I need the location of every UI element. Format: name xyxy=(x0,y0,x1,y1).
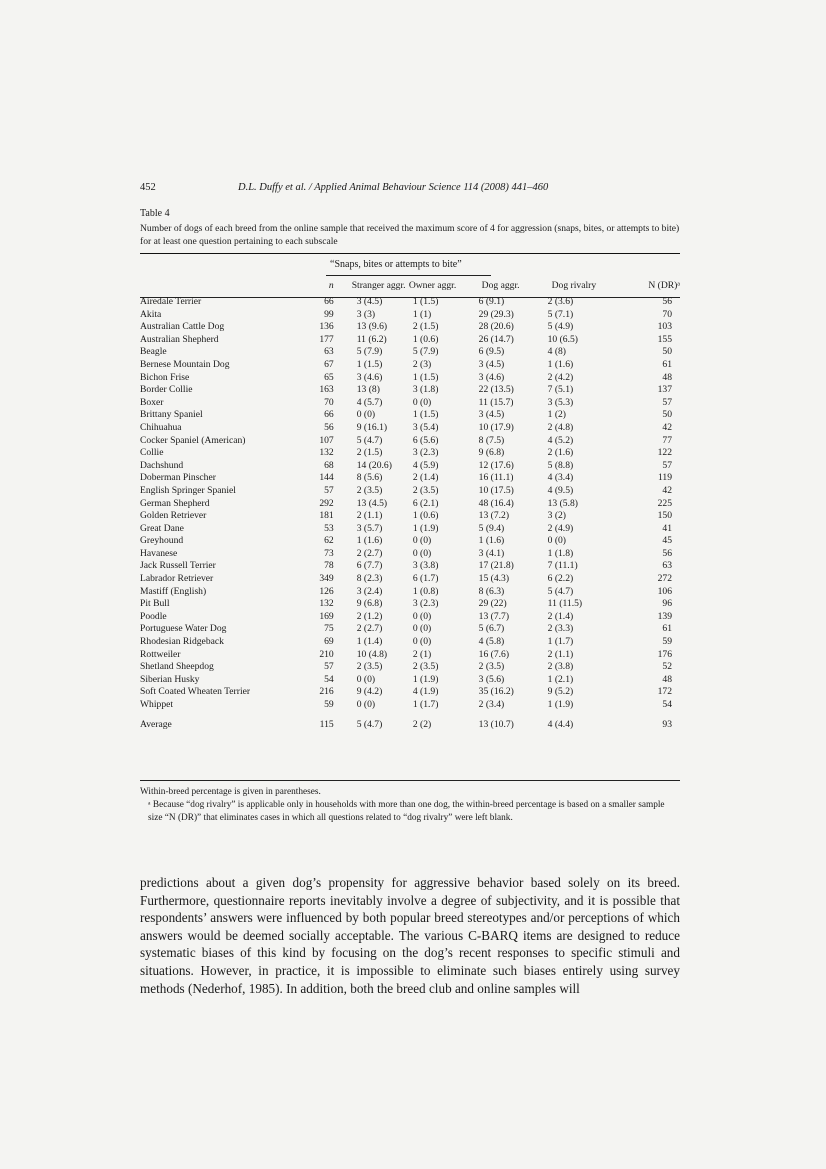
n-dr-cell: 119 xyxy=(657,472,672,484)
stranger-aggr-cell: 14 (20.6) xyxy=(356,459,392,471)
dog-rivalry-cell: 1 (1.6) xyxy=(547,358,574,370)
table-row xyxy=(140,686,680,699)
breed-n-cell: 63 xyxy=(324,346,334,358)
stranger-aggr-cell: 1 (1.4) xyxy=(356,636,383,648)
breed-name-cell: Australian Shepherd xyxy=(140,333,219,345)
stranger-aggr-cell: 0 (0) xyxy=(356,699,376,710)
breed-n-cell: 57 xyxy=(324,484,334,496)
n-dr-cell: 57 xyxy=(662,459,672,471)
owner-aggr-cell: 4 (1.9) xyxy=(412,686,439,698)
dog-rivalry-cell: 13 (5.8) xyxy=(547,497,578,509)
owner-aggr-cell: 1 (1) xyxy=(412,308,432,320)
owner-aggr-cell: 0 (0) xyxy=(412,610,432,622)
breed-n-cell: 99 xyxy=(324,308,334,320)
breed-n-cell: 66 xyxy=(324,409,334,421)
group-header-rule xyxy=(326,275,491,276)
owner-aggr-cell: 4 (5.9) xyxy=(412,459,439,471)
owner-aggr-cell: 0 (0) xyxy=(412,623,432,635)
stranger-aggr-cell: 5 (4.7) xyxy=(356,718,383,730)
owner-aggr-cell: 1 (0.6) xyxy=(412,510,439,522)
breed-aggression-table xyxy=(140,277,680,731)
dog-aggr-cell: 48 (16.4) xyxy=(478,497,514,509)
stranger-aggr-cell: 9 (16.1) xyxy=(356,421,388,433)
breed-name-cell: Great Dane xyxy=(140,522,184,534)
stranger-aggr-cell: 11 (6.2) xyxy=(356,333,387,345)
breed-n-cell: 57 xyxy=(324,661,334,673)
dog-aggr-cell: 26 (14.7) xyxy=(478,333,514,345)
breed-n-cell: 73 xyxy=(324,547,334,559)
dog-rivalry-cell: 7 (11.1) xyxy=(547,560,578,572)
dog-aggr-cell: 28 (20.6) xyxy=(478,321,514,333)
n-dr-cell: 77 xyxy=(662,434,672,446)
dog-rivalry-cell: 5 (7.1) xyxy=(547,308,574,320)
dog-rivalry-cell: 10 (6.5) xyxy=(547,333,578,345)
running-head xyxy=(140,182,680,193)
breed-name-cell: Beagle xyxy=(140,346,167,358)
dog-rivalry-cell: 2 (1.1) xyxy=(547,648,574,660)
header-stranger-aggr: Stranger aggr. xyxy=(351,280,406,292)
owner-aggr-cell: 2 (1) xyxy=(412,648,432,660)
n-dr-cell: 137 xyxy=(657,384,672,396)
dog-aggr-cell: 5 (6.7) xyxy=(478,623,505,635)
breed-name-cell: Border Collie xyxy=(140,384,193,396)
n-dr-cell: 172 xyxy=(657,686,672,698)
breed-n-cell: 70 xyxy=(324,396,334,408)
table-notes xyxy=(140,786,680,825)
stranger-aggr-cell: 6 (7.7) xyxy=(356,560,383,572)
page-number: 452 xyxy=(140,182,156,193)
n-dr-cell: 50 xyxy=(662,409,672,421)
breed-name-cell: Pit Bull xyxy=(140,598,170,610)
breed-name-cell: Shetland Sheepdog xyxy=(140,661,214,673)
stranger-aggr-cell: 5 (7.9) xyxy=(356,346,383,358)
breed-name-cell: Dachshund xyxy=(140,459,184,471)
breed-n-cell: 75 xyxy=(324,623,334,635)
breed-name-cell: Chihuahua xyxy=(140,421,182,433)
breed-n-cell: 126 xyxy=(319,585,334,597)
n-dr-cell: 103 xyxy=(657,321,672,333)
breed-name-cell: Siberian Husky xyxy=(140,673,200,685)
n-dr-cell: 61 xyxy=(662,358,672,370)
owner-aggr-cell: 3 (1.8) xyxy=(412,384,439,396)
owner-aggr-cell: 2 (3.5) xyxy=(412,484,439,496)
stranger-aggr-cell: 9 (4.2) xyxy=(356,686,383,698)
dog-rivalry-cell: 1 (1.9) xyxy=(547,699,574,710)
breed-n-cell: 181 xyxy=(319,510,334,522)
stranger-aggr-cell: 5 (4.7) xyxy=(356,434,383,446)
table-row xyxy=(140,573,680,586)
dog-rivalry-cell: 2 (3.6) xyxy=(547,296,574,307)
breed-n-cell: 136 xyxy=(319,321,334,333)
breed-n-cell: 53 xyxy=(324,522,334,534)
owner-aggr-cell: 1 (0.6) xyxy=(412,333,439,345)
n-dr-cell: 59 xyxy=(662,636,672,648)
table-row xyxy=(140,611,680,624)
owner-aggr-cell: 6 (2.1) xyxy=(412,497,439,509)
owner-aggr-cell: 5 (7.9) xyxy=(412,346,439,358)
dog-aggr-cell: 8 (7.5) xyxy=(478,434,505,446)
dog-rivalry-cell: 3 (2) xyxy=(547,510,567,522)
dog-aggr-cell: 10 (17.9) xyxy=(478,421,514,433)
breed-n-cell: 349 xyxy=(319,573,334,585)
table-row xyxy=(140,636,680,649)
breed-n-cell: 132 xyxy=(319,598,334,610)
n-dr-cell: 70 xyxy=(662,308,672,320)
owner-aggr-cell: 1 (1.5) xyxy=(412,296,439,307)
owner-aggr-cell: 3 (5.4) xyxy=(412,421,439,433)
n-dr-cell: 93 xyxy=(662,718,672,730)
table-row xyxy=(140,510,680,523)
dog-aggr-cell: 6 (9.1) xyxy=(478,296,505,307)
owner-aggr-cell: 1 (1.5) xyxy=(412,371,439,383)
n-dr-cell: 42 xyxy=(662,421,672,433)
dog-rivalry-cell: 0 (0) xyxy=(547,535,567,547)
stranger-aggr-cell: 3 (4.5) xyxy=(356,296,383,307)
table-row xyxy=(140,409,680,422)
dog-rivalry-cell: 6 (2.2) xyxy=(547,573,574,585)
breed-name-cell: Collie xyxy=(140,447,164,459)
breed-n-cell: 65 xyxy=(324,371,334,383)
dog-rivalry-cell: 5 (4.7) xyxy=(547,585,574,597)
table-row xyxy=(140,548,680,561)
dog-aggr-cell: 3 (4.5) xyxy=(478,358,505,370)
owner-aggr-cell: 1 (1.5) xyxy=(412,409,439,421)
dog-aggr-cell: 1 (1.6) xyxy=(478,535,505,547)
breed-name-cell: Soft Coated Wheaten Terrier xyxy=(140,686,251,698)
stranger-aggr-cell: 2 (2.7) xyxy=(356,547,383,559)
breed-n-cell: 216 xyxy=(319,686,334,698)
dog-aggr-cell: 6 (9.5) xyxy=(478,346,505,358)
table-row xyxy=(140,359,680,372)
n-dr-cell: 225 xyxy=(657,497,672,509)
table-label: Table 4 xyxy=(140,208,170,219)
header-dog-rivalry: Dog rivalry xyxy=(551,280,597,292)
table-row xyxy=(140,472,680,485)
table-row xyxy=(140,598,680,611)
dog-aggr-cell: 3 (5.6) xyxy=(478,673,505,685)
dog-aggr-cell: 17 (21.8) xyxy=(478,560,514,572)
dog-aggr-cell: 29 (22) xyxy=(478,598,507,610)
breed-name-cell: Australian Cattle Dog xyxy=(140,321,225,333)
n-dr-cell: 122 xyxy=(657,447,672,459)
table-note: Within-breed percentage is given in parentheses. xyxy=(140,787,321,797)
dog-aggr-cell: 16 (7.6) xyxy=(478,648,510,660)
breed-name-cell: Average xyxy=(140,718,172,730)
owner-aggr-cell: 6 (1.7) xyxy=(412,573,439,585)
table-row xyxy=(140,321,680,334)
dog-rivalry-cell: 9 (5.2) xyxy=(547,686,574,698)
header-dog-aggr: Dog aggr. xyxy=(481,280,520,292)
header-n-dr: N (DR)ᵃ xyxy=(648,280,680,292)
owner-aggr-cell: 1 (0.8) xyxy=(412,585,439,597)
n-dr-cell: 155 xyxy=(657,333,672,345)
stranger-aggr-cell: 9 (6.8) xyxy=(356,598,383,610)
n-dr-cell: 54 xyxy=(662,699,672,710)
stranger-aggr-cell: 3 (2.4) xyxy=(356,585,383,597)
breed-n-cell: 66 xyxy=(324,296,334,307)
n-dr-cell: 139 xyxy=(657,610,672,622)
breed-name-cell: Poodle xyxy=(140,610,167,622)
table-spacer xyxy=(140,712,680,719)
dog-rivalry-cell: 5 (4.9) xyxy=(547,321,574,333)
dog-rivalry-cell: 1 (2) xyxy=(547,409,567,421)
table-row xyxy=(140,384,680,397)
n-dr-cell: 106 xyxy=(657,585,672,597)
breed-name-cell: Bichon Frise xyxy=(140,371,190,383)
breed-n-cell: 107 xyxy=(319,434,334,446)
dog-rivalry-cell: 5 (8.8) xyxy=(547,459,574,471)
n-dr-cell: 52 xyxy=(662,661,672,673)
n-dr-cell: 48 xyxy=(662,673,672,685)
breed-name-cell: Airedale Terrier xyxy=(140,296,202,307)
stranger-aggr-cell: 0 (0) xyxy=(356,673,376,685)
breed-name-cell: Brittany Spaniel xyxy=(140,409,203,421)
table-caption: Number of dogs of each breed from the online sample that received the maximum score of 4 for aggression (snaps, bites, or attempts to bite) for at least one question pertaining to each subscale xyxy=(140,223,680,247)
breed-n-cell: 62 xyxy=(324,535,334,547)
body-text: predictions about a given dog’s propensity for aggressive behavior based solely on its breed. Furthermore, questionnaire reports inevitably involve a degree of subjectivity, and it is possible that respondents’ answers were influenced by both popular breed stereotypes and/or perceptions of which answers would be deemed socially acceptable. The various C-BARQ items are designed to reduce systematic biases of this kind by focusing on the dog’s recent responses to specific stimuli and situations. However, in practice, it is impossible to eliminate such biases entirely using survey methods (Nederhof, 1985). In addition, both the breed club and online samples will xyxy=(140,875,680,996)
owner-aggr-cell: 0 (0) xyxy=(412,535,432,547)
breed-n-cell: 78 xyxy=(324,560,334,572)
stranger-aggr-cell: 13 (4.5) xyxy=(356,497,388,509)
stranger-aggr-cell: 3 (4.6) xyxy=(356,371,383,383)
breed-n-cell: 115 xyxy=(319,718,334,730)
breed-name-cell: English Springer Spaniel xyxy=(140,484,236,496)
n-dr-cell: 45 xyxy=(662,535,672,547)
dog-rivalry-cell: 2 (3.8) xyxy=(547,661,574,673)
dog-aggr-cell: 13 (7.2) xyxy=(478,510,510,522)
owner-aggr-cell: 2 (2) xyxy=(412,718,432,730)
table-row xyxy=(140,309,680,322)
table-row xyxy=(140,523,680,536)
breed-n-cell: 210 xyxy=(319,648,334,660)
dog-rivalry-cell: 2 (1.4) xyxy=(547,610,574,622)
breed-name-cell: Akita xyxy=(140,308,162,320)
table-footnote: ᵃ Because “dog rivalry” is applicable only in households with more than one dog, the within-breed percentage is based on a smaller sample size “N (DR)” that eliminates cases in which all questions related to “dog rivalry” were left blank. xyxy=(148,800,665,823)
breed-name-cell: Bernese Mountain Dog xyxy=(140,358,230,370)
breed-n-cell: 132 xyxy=(319,447,334,459)
table-row xyxy=(140,372,680,385)
dog-aggr-cell: 13 (10.7) xyxy=(478,718,514,730)
breed-name-cell: Greyhound xyxy=(140,535,184,547)
breed-name-cell: Cocker Spaniel (American) xyxy=(140,434,246,446)
stranger-aggr-cell: 2 (3.5) xyxy=(356,484,383,496)
dog-rivalry-cell: 4 (4.4) xyxy=(547,718,574,730)
dog-rivalry-cell: 4 (8) xyxy=(547,346,567,358)
dog-aggr-cell: 29 (29.3) xyxy=(478,308,514,320)
dog-aggr-cell: 22 (13.5) xyxy=(478,384,514,396)
breed-name-cell: German Shepherd xyxy=(140,497,210,509)
n-dr-cell: 41 xyxy=(662,522,672,534)
dog-aggr-cell: 3 (4.1) xyxy=(478,547,505,559)
dog-rivalry-cell: 2 (4.8) xyxy=(547,421,574,433)
owner-aggr-cell: 0 (0) xyxy=(412,547,432,559)
breed-n-cell: 59 xyxy=(324,699,334,710)
breed-n-cell: 54 xyxy=(324,673,334,685)
dog-aggr-cell: 9 (6.8) xyxy=(478,447,505,459)
owner-aggr-cell: 3 (2.3) xyxy=(412,598,439,610)
owner-aggr-cell: 1 (1.9) xyxy=(412,673,439,685)
dog-rivalry-cell: 1 (1.7) xyxy=(547,636,574,648)
header-breed xyxy=(140,277,279,296)
breed-name-cell: Labrador Retriever xyxy=(140,573,214,585)
stranger-aggr-cell: 4 (5.7) xyxy=(356,396,383,408)
breed-n-cell: 292 xyxy=(319,497,334,509)
table-row xyxy=(140,661,680,674)
n-dr-cell: 56 xyxy=(662,296,672,307)
stranger-aggr-cell: 8 (2.3) xyxy=(356,573,383,585)
breed-name-cell: Rottweiler xyxy=(140,648,181,660)
table-bottom-rule xyxy=(140,780,680,781)
breed-name-cell: Jack Russell Terrier xyxy=(140,560,216,572)
breed-n-cell: 163 xyxy=(319,384,334,396)
stranger-aggr-cell: 10 (4.8) xyxy=(356,648,388,660)
owner-aggr-cell: 2 (1.5) xyxy=(412,321,439,333)
n-dr-cell: 176 xyxy=(657,648,672,660)
journal-citation: D.L. Duffy et al. / Applied Animal Behaviour Science 114 (2008) 441–460 xyxy=(238,182,549,193)
table-row xyxy=(140,397,680,410)
n-dr-cell: 48 xyxy=(662,371,672,383)
stranger-aggr-cell: 3 (5.7) xyxy=(356,522,383,534)
owner-aggr-cell: 2 (3) xyxy=(412,358,432,370)
owner-aggr-cell: 6 (5.6) xyxy=(412,434,439,446)
table-row xyxy=(140,560,680,573)
table-row xyxy=(140,535,680,548)
breed-n-cell: 169 xyxy=(319,610,334,622)
table-row xyxy=(140,447,680,460)
dog-rivalry-cell: 11 (11.5) xyxy=(547,598,583,610)
breed-name-cell: Portuguese Water Dog xyxy=(140,623,227,635)
body-paragraph xyxy=(140,874,680,997)
owner-aggr-cell: 0 (0) xyxy=(412,396,432,408)
breed-n-cell: 177 xyxy=(319,333,334,345)
dog-aggr-cell: 5 (9.4) xyxy=(478,522,505,534)
breed-n-cell: 67 xyxy=(324,358,334,370)
dog-aggr-cell: 3 (4.5) xyxy=(478,409,505,421)
stranger-aggr-cell: 13 (8) xyxy=(356,384,380,396)
table-average-row xyxy=(140,719,680,732)
table-row xyxy=(140,435,680,448)
owner-aggr-cell: 2 (1.4) xyxy=(412,472,439,484)
dog-rivalry-cell: 2 (3.3) xyxy=(547,623,574,635)
dog-rivalry-cell: 1 (1.8) xyxy=(547,547,574,559)
table-row xyxy=(140,334,680,347)
dog-rivalry-cell: 2 (4.2) xyxy=(547,371,574,383)
table-header-row xyxy=(140,277,680,296)
dog-aggr-cell: 10 (17.5) xyxy=(478,484,514,496)
owner-aggr-cell: 3 (2.3) xyxy=(412,447,439,459)
table-row xyxy=(140,346,680,359)
n-dr-cell: 96 xyxy=(662,598,672,610)
table-top-rule xyxy=(140,253,680,254)
dog-rivalry-cell: 2 (4.9) xyxy=(547,522,574,534)
table-row xyxy=(140,586,680,599)
stranger-aggr-cell: 2 (3.5) xyxy=(356,661,383,673)
stranger-aggr-cell: 2 (1.2) xyxy=(356,610,383,622)
n-dr-cell: 272 xyxy=(657,573,672,585)
dog-aggr-cell: 13 (7.7) xyxy=(478,610,510,622)
table-row xyxy=(140,485,680,498)
breed-n-cell: 68 xyxy=(324,459,334,471)
breed-n-cell: 56 xyxy=(324,421,334,433)
breed-name-cell: Doberman Pinscher xyxy=(140,472,216,484)
breed-n-cell: 144 xyxy=(319,472,334,484)
dog-aggr-cell: 4 (5.8) xyxy=(478,636,505,648)
dog-aggr-cell: 35 (16.2) xyxy=(478,686,514,698)
dog-rivalry-cell: 1 (2.1) xyxy=(547,673,574,685)
breed-name-cell: Rhodesian Ridgeback xyxy=(140,636,224,648)
owner-aggr-cell: 1 (1.7) xyxy=(412,699,439,710)
table-row xyxy=(140,422,680,435)
owner-aggr-cell: 2 (3.5) xyxy=(412,661,439,673)
stranger-aggr-cell: 8 (5.6) xyxy=(356,472,383,484)
dog-aggr-cell: 11 (15.7) xyxy=(478,396,514,408)
n-dr-cell: 61 xyxy=(662,623,672,635)
dog-rivalry-cell: 4 (3.4) xyxy=(547,472,574,484)
dog-rivalry-cell: 4 (9.5) xyxy=(547,484,574,496)
dog-aggr-cell: 12 (17.6) xyxy=(478,459,514,471)
table-row xyxy=(140,460,680,473)
table-row xyxy=(140,649,680,662)
stranger-aggr-cell: 0 (0) xyxy=(356,409,376,421)
n-dr-cell: 57 xyxy=(662,396,672,408)
table-row xyxy=(140,623,680,636)
dog-aggr-cell: 2 (3.5) xyxy=(478,661,505,673)
breed-name-cell: Whippet xyxy=(140,699,174,710)
table-row xyxy=(140,498,680,511)
n-dr-cell: 63 xyxy=(662,560,672,572)
n-dr-cell: 150 xyxy=(657,510,672,522)
breed-name-cell: Boxer xyxy=(140,396,164,408)
table-row xyxy=(140,674,680,687)
breed-name-cell: Mastiff (English) xyxy=(140,585,207,597)
table-group-header: “Snaps, bites or attempts to bite” xyxy=(330,259,462,270)
dog-aggr-cell: 2 (3.4) xyxy=(478,699,505,710)
dog-rivalry-cell: 2 (1.6) xyxy=(547,447,574,459)
dog-aggr-cell: 15 (4.3) xyxy=(478,573,510,585)
table-row xyxy=(140,296,680,309)
n-dr-cell: 42 xyxy=(662,484,672,496)
dog-rivalry-cell: 3 (5.3) xyxy=(547,396,574,408)
header-owner-aggr: Owner aggr. xyxy=(408,280,457,292)
dog-rivalry-cell: 4 (5.2) xyxy=(547,434,574,446)
breed-n-cell: 69 xyxy=(324,636,334,648)
dog-rivalry-cell: 7 (5.1) xyxy=(547,384,574,396)
owner-aggr-cell: 1 (1.9) xyxy=(412,522,439,534)
breed-name-cell: Golden Retriever xyxy=(140,510,207,522)
stranger-aggr-cell: 2 (2.7) xyxy=(356,623,383,635)
stranger-aggr-cell: 1 (1.5) xyxy=(356,358,383,370)
table-body xyxy=(140,296,680,731)
dog-aggr-cell: 3 (4.6) xyxy=(478,371,505,383)
dog-aggr-cell: 16 (11.1) xyxy=(478,472,514,484)
owner-aggr-cell: 0 (0) xyxy=(412,636,432,648)
stranger-aggr-cell: 2 (1.5) xyxy=(356,447,383,459)
owner-aggr-cell: 3 (3.8) xyxy=(412,560,439,572)
stranger-aggr-cell: 1 (1.6) xyxy=(356,535,383,547)
header-n: n xyxy=(328,280,334,292)
stranger-aggr-cell: 13 (9.6) xyxy=(356,321,388,333)
breed-name-cell: Havanese xyxy=(140,547,178,559)
n-dr-cell: 56 xyxy=(662,547,672,559)
stranger-aggr-cell: 3 (3) xyxy=(356,308,376,320)
dog-aggr-cell: 8 (6.3) xyxy=(478,585,505,597)
table-row xyxy=(140,699,680,712)
stranger-aggr-cell: 2 (1.1) xyxy=(356,510,383,522)
n-dr-cell: 50 xyxy=(662,346,672,358)
